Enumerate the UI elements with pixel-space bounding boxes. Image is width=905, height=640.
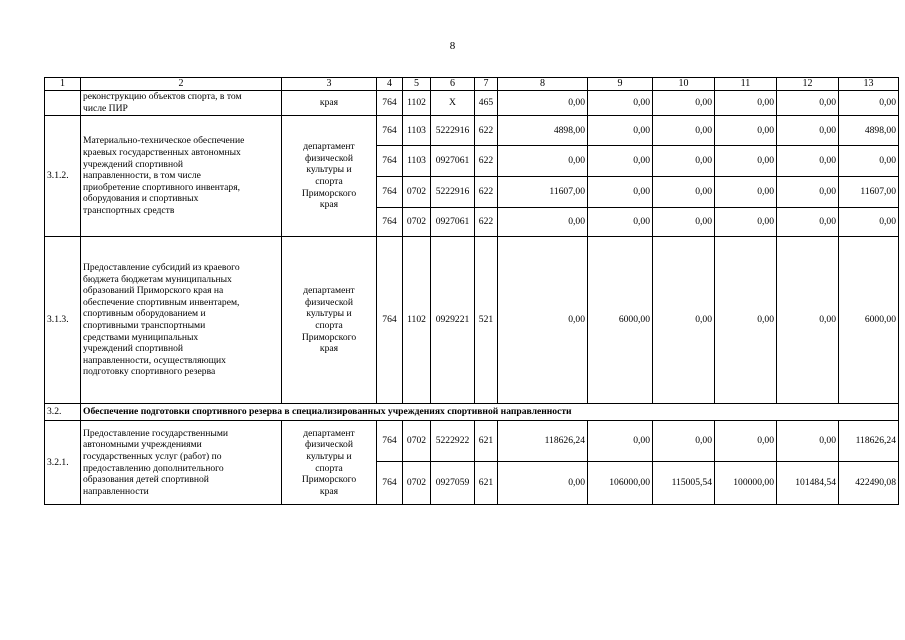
item-number: 3.2. — [45, 404, 81, 421]
code-cell: 764 — [377, 421, 403, 462]
table-row — [45, 116, 899, 146]
code-cell: 622 — [475, 177, 498, 208]
amount-cell: 0,00 — [777, 421, 839, 462]
amount-cell: 0,00 — [653, 237, 715, 404]
amount-cell: 0,00 — [715, 91, 777, 116]
code-cell: 0927061 — [431, 208, 475, 237]
amount-cell: 0,00 — [839, 91, 899, 116]
code-cell: 0927059 — [431, 462, 475, 505]
code-cell: 622 — [475, 208, 498, 237]
code-cell: 622 — [475, 146, 498, 177]
amount-cell: 0,00 — [498, 462, 588, 505]
code-cell: 0702 — [403, 177, 431, 208]
amount-cell: 0,00 — [653, 116, 715, 146]
item-description: Предоставление субсидий из краевого бюджета бюджетам муниципальных образований Приморского края на обеспечение спортивным инвентарем, спортивным оборудованием и спортивными транспортными средствами муниципальных учреждений спортивной направленности, осуществляющих подготовку спортивного резерва — [81, 237, 282, 404]
table-row — [45, 237, 899, 404]
code-cell: 5222916 — [431, 177, 475, 208]
amount-cell: 0,00 — [588, 91, 653, 116]
amount-cell: 0,00 — [839, 208, 899, 237]
amount-cell: 0,00 — [715, 146, 777, 177]
code-cell: 5222922 — [431, 421, 475, 462]
amount-cell: 106000,00 — [588, 462, 653, 505]
amount-cell: 0,00 — [777, 116, 839, 146]
amount-cell: 6000,00 — [839, 237, 899, 404]
column-header: 7 — [475, 78, 498, 91]
column-header-row — [45, 78, 899, 91]
amount-cell: 101484,54 — [777, 462, 839, 505]
amount-cell: 0,00 — [777, 146, 839, 177]
column-header: 13 — [839, 78, 899, 91]
amount-cell: 0,00 — [777, 208, 839, 237]
amount-cell: 0,00 — [653, 208, 715, 237]
page-number: 8 — [449, 40, 456, 52]
code-cell: 764 — [377, 177, 403, 208]
amount-cell: 0,00 — [498, 208, 588, 237]
amount-cell: 0,00 — [498, 91, 588, 116]
column-header: 11 — [715, 78, 777, 91]
amount-cell: 0,00 — [653, 177, 715, 208]
column-header: 4 — [377, 78, 403, 91]
amount-cell: 11607,00 — [498, 177, 588, 208]
amount-cell: 0,00 — [588, 177, 653, 208]
amount-cell: 0,00 — [715, 208, 777, 237]
section-heading-row — [45, 404, 899, 421]
amount-cell: 0,00 — [588, 421, 653, 462]
column-header: 9 — [588, 78, 653, 91]
item-description: Материально-техническое обеспечение краевых государственных автономных учреждений спортивной направленности, в том числе приобретение спортивного инвентаря, оборудования и спортивных транспортных средств — [81, 116, 282, 237]
amount-cell: 0,00 — [715, 116, 777, 146]
code-cell: 465 — [475, 91, 498, 116]
code-cell: 521 — [475, 237, 498, 404]
table-row — [45, 421, 899, 462]
department-cell: департамент физической культуры и спорта Приморского края — [282, 116, 377, 237]
code-cell: 0927061 — [431, 146, 475, 177]
code-cell: 0929221 — [431, 237, 475, 404]
code-cell: 0702 — [403, 462, 431, 505]
code-cell: 764 — [377, 208, 403, 237]
column-header: 1 — [45, 78, 81, 91]
amount-cell: 0,00 — [588, 116, 653, 146]
amount-cell: 0,00 — [777, 237, 839, 404]
code-cell: 5222916 — [431, 116, 475, 146]
item-number: 3.1.2. — [45, 116, 81, 237]
code-cell: 621 — [475, 421, 498, 462]
column-header: 12 — [777, 78, 839, 91]
amount-cell: 0,00 — [715, 177, 777, 208]
code-cell: 764 — [377, 91, 403, 116]
table-row — [45, 91, 899, 116]
amount-cell: 0,00 — [653, 421, 715, 462]
amount-cell: 0,00 — [715, 237, 777, 404]
amount-cell: 0,00 — [653, 91, 715, 116]
code-cell: 764 — [377, 237, 403, 404]
amount-cell: 0,00 — [498, 146, 588, 177]
item-number: 3.2.1. — [45, 421, 81, 505]
code-cell: 1103 — [403, 146, 431, 177]
item-description: реконструкцию объектов спорта, в том числе ПИР — [81, 91, 282, 116]
code-cell: 1103 — [403, 116, 431, 146]
item-description: Предоставление государственными автономными учреждениями государственных услуг (работ) по предоставлению дополнительного образования детей спортивной направленности — [81, 421, 282, 505]
amount-cell: 4898,00 — [839, 116, 899, 146]
column-header: 8 — [498, 78, 588, 91]
column-header: 10 — [653, 78, 715, 91]
amount-cell: 118626,24 — [839, 421, 899, 462]
amount-cell: 4898,00 — [498, 116, 588, 146]
code-cell: 622 — [475, 116, 498, 146]
code-cell: 1102 — [403, 237, 431, 404]
amount-cell: 0,00 — [588, 208, 653, 237]
item-number: 3.1.3. — [45, 237, 81, 404]
amount-cell: 0,00 — [777, 91, 839, 116]
amount-cell: 115005,54 — [653, 462, 715, 505]
amount-cell: 100000,00 — [715, 462, 777, 505]
code-cell: 764 — [377, 116, 403, 146]
column-header: 5 — [403, 78, 431, 91]
amount-cell: 118626,24 — [498, 421, 588, 462]
column-header: 6 — [431, 78, 475, 91]
code-cell: 621 — [475, 462, 498, 505]
amount-cell: 0,00 — [588, 146, 653, 177]
section-title: Обеспечение подготовки спортивного резерва в специализированных учреждениях спортивной направленности — [81, 404, 899, 421]
amount-cell: 0,00 — [653, 146, 715, 177]
amount-cell: 0,00 — [715, 421, 777, 462]
department-cell: департамент физической культуры и спорта Приморского края — [282, 421, 377, 505]
code-cell: 0702 — [403, 421, 431, 462]
budget-table — [44, 77, 899, 505]
column-header: 3 — [282, 78, 377, 91]
column-header: 2 — [81, 78, 282, 91]
code-cell: 1102 — [403, 91, 431, 116]
department-cell: края — [282, 91, 377, 116]
code-cell: 764 — [377, 146, 403, 177]
amount-cell: 0,00 — [777, 177, 839, 208]
department-cell: департамент физической культуры и спорта Приморского края — [282, 237, 377, 404]
amount-cell: 0,00 — [839, 146, 899, 177]
amount-cell: 0,00 — [498, 237, 588, 404]
item-number-cell — [45, 91, 81, 116]
amount-cell: 422490,08 — [839, 462, 899, 505]
code-cell: X — [431, 91, 475, 116]
amount-cell: 6000,00 — [588, 237, 653, 404]
code-cell: 0702 — [403, 208, 431, 237]
code-cell: 764 — [377, 462, 403, 505]
amount-cell: 11607,00 — [839, 177, 899, 208]
